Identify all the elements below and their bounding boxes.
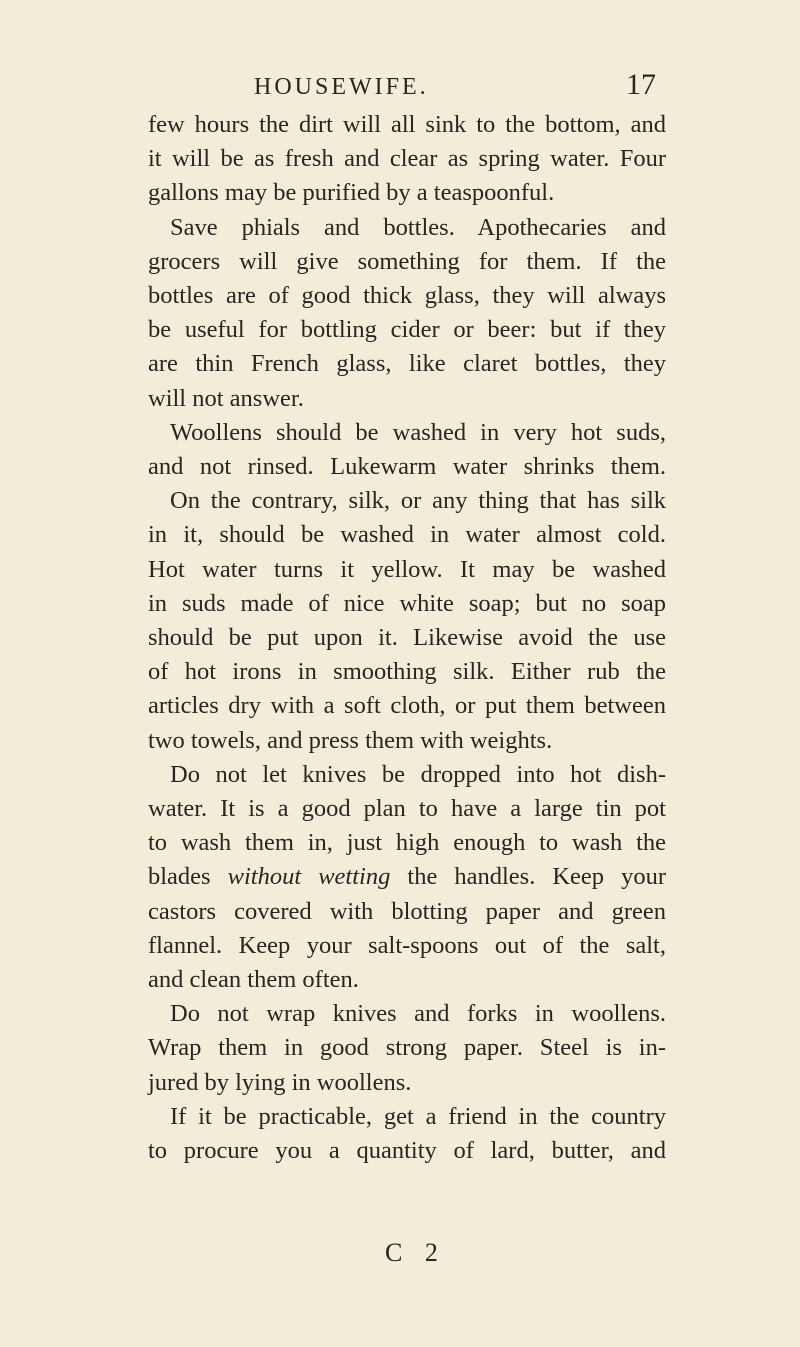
text-line: Woollens should be washed in very hot suds,: [170, 418, 666, 446]
text-line: Do not wrap knives and forks in woollens.: [170, 1000, 666, 1028]
text-line: be useful for bottling cider or beer: but if they: [148, 316, 666, 344]
text-line: Hot water turns it yellow. It may be washed: [148, 555, 666, 583]
text-fragment: the handles. Keep your: [390, 863, 667, 891]
text-line: Wrap them in good strong paper. Steel is in-: [148, 1034, 666, 1062]
text-line: few hours the dirt will all sink to the bottom, and: [148, 111, 666, 138]
italic-emphasis: without wetting: [227, 863, 391, 891]
text-line: to wash them in, just high enough to wash the: [148, 829, 666, 857]
text-line: will not answer.: [148, 384, 304, 412]
text-line: On the contrary, silk, or any thing that has silk: [170, 487, 666, 515]
signature-mark: C 2: [385, 1238, 446, 1267]
text-line: are thin French glass, like claret bottles, they: [148, 350, 666, 378]
text-line: of hot irons in smoothing silk. Either rub the: [148, 658, 666, 686]
text-line: Save phials and bottles. Apothecaries and: [170, 213, 666, 241]
text-line: in suds made of nice white soap; but no soap: [148, 589, 666, 617]
text-line: Do not let knives be dropped into hot dish-: [170, 760, 666, 788]
text-line: and not rinsed. Lukewarm water shrinks them.: [148, 453, 666, 481]
text-line: gallons may be purified by a teaspoonful.: [148, 179, 555, 207]
text-fragment: blades: [148, 863, 228, 891]
text-line: articles dry with a soft cloth, or put them between: [148, 692, 666, 720]
text-line: [148, 860, 666, 894]
page-number: 17: [626, 68, 656, 101]
text-line: in it, should be washed in water almost cold.: [148, 521, 666, 549]
text-line: If it be practicable, get a friend in the country: [170, 1102, 666, 1130]
text-line: flannel. Keep your salt-spoons out of the salt,: [148, 931, 666, 959]
body-text: [148, 108, 666, 1168]
running-head: HOUSEWIFE.: [254, 74, 429, 100]
text-line: castors covered with blotting paper and green: [148, 897, 666, 925]
text-line: and clean them often.: [148, 966, 359, 994]
text-line: it will be as fresh and clear as spring water. Four: [148, 145, 666, 173]
text-line: should be put upon it. Likewise avoid the use: [148, 624, 666, 652]
text-line: jured by lying in woollens.: [148, 1068, 412, 1096]
text-line: water. It is a good plan to have a large tin pot: [148, 795, 666, 823]
text-line: bottles are of good thick glass, they will always: [148, 282, 666, 310]
text-line: grocers will give something for them. If the: [148, 247, 666, 275]
text-line: two towels, and press them with weights.: [148, 726, 553, 754]
text-line: to procure you a quantity of lard, butter, and: [148, 1137, 666, 1165]
